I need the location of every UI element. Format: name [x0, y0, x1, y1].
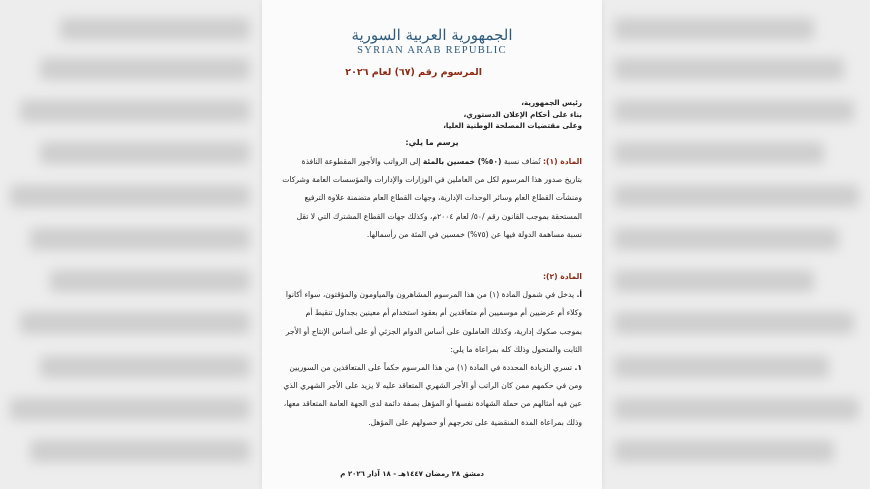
preamble-line: وعلى مقتضيات المصلحة الوطنية العليا،: [443, 121, 582, 130]
decrees-heading: يرسم ما يلي:: [405, 138, 459, 147]
blurred-background-right: [602, 0, 870, 489]
decree-title: المرسوم رقم (٦٧) لعام ٢٠٢٦: [345, 67, 482, 78]
clause-number: ١.: [574, 363, 582, 373]
clause-number: أ.: [576, 290, 582, 300]
article-2-clause-a: [282, 286, 582, 359]
date-place-footer: دمشق ٢٨ رمضان ١٤٤٧هـ - ١٨ آذار ٢٠٢٦ م: [340, 470, 484, 478]
preamble: [443, 97, 582, 132]
article-2-label: المادة (٢):: [542, 272, 582, 281]
article-2: [282, 268, 582, 432]
state-name-arabic: الجمهورية العربية السورية: [351, 26, 513, 44]
preamble-line: رئيس الجمهورية،: [521, 98, 582, 107]
clause-text: تسري الزيادة المحددة في المادة (١) من هذا المرسوم حكماً على المتعاقدين من السوريين ومن في حكمهم ممن كان الراتب أو الأجر الشهري المتعاقد عليه لا يزيد على الأجر الشهري الذي عين فيه أمثالهم من حملة الشهادة نفسها أو المؤهل بصفة دائمة لدى الجهة العامة المتعاقد معها، وذلك بمراعاة المدة المنقضية على تخرجهم أو حصولهم على المؤهل.: [283, 363, 582, 427]
article-1-label: المادة (١):: [542, 157, 582, 166]
blurred-background-left: [0, 0, 262, 489]
decree-document: [262, 0, 602, 489]
article-1-text-a: تُضاف نسبة: [503, 157, 541, 166]
article-1-text-b: إلى الرواتب والأجور المقطوعة النافذة بتاريخ صدور هذا المرسوم لكل من العاملين في الوزارات والإدارات والمؤسسات العامة وشركات ومنشآت القطاع العام وسائر الوحدات الإدارية، وجهات القطاع العام متضمنة علاوة الترفيع المستحقة بموجب القانون رقم /٥٠/ لعام ٢٠٠٤م، وكذلك جهات القطاع المشترك التي لا تقل نسبة مساهمة الدولة فيها عن (٧٥%) خمسين في المئة من رأسمالها.: [282, 157, 582, 239]
state-name-english: SYRIAN ARAB REPUBLIC: [357, 45, 507, 56]
clause-text: يدخل في شمول المادة (١) من هذا المرسوم المشاهرون والمياومون والمؤقتون، سواء أكانوا وكلاء أم عرضيين أم موسميين أم متعاقدين أم بعقود استخدام أم معينين بجداول تنقيط أم بموجب صكوك إدارية، وكذلك العاملون على أساس الدوام الجزئي أو على أساس الإنتاج أو الأجر الثابت والمتحول وذلك كله بمراعاة ما يلي:: [285, 290, 582, 354]
preamble-line: بناء على أحكام الإعلان الدستوري،: [463, 109, 582, 119]
article-2-clause-1: [282, 359, 582, 432]
article-1: [282, 153, 582, 244]
article-1-percentage: (٥٠%) خمسين بالمئة: [422, 157, 502, 166]
